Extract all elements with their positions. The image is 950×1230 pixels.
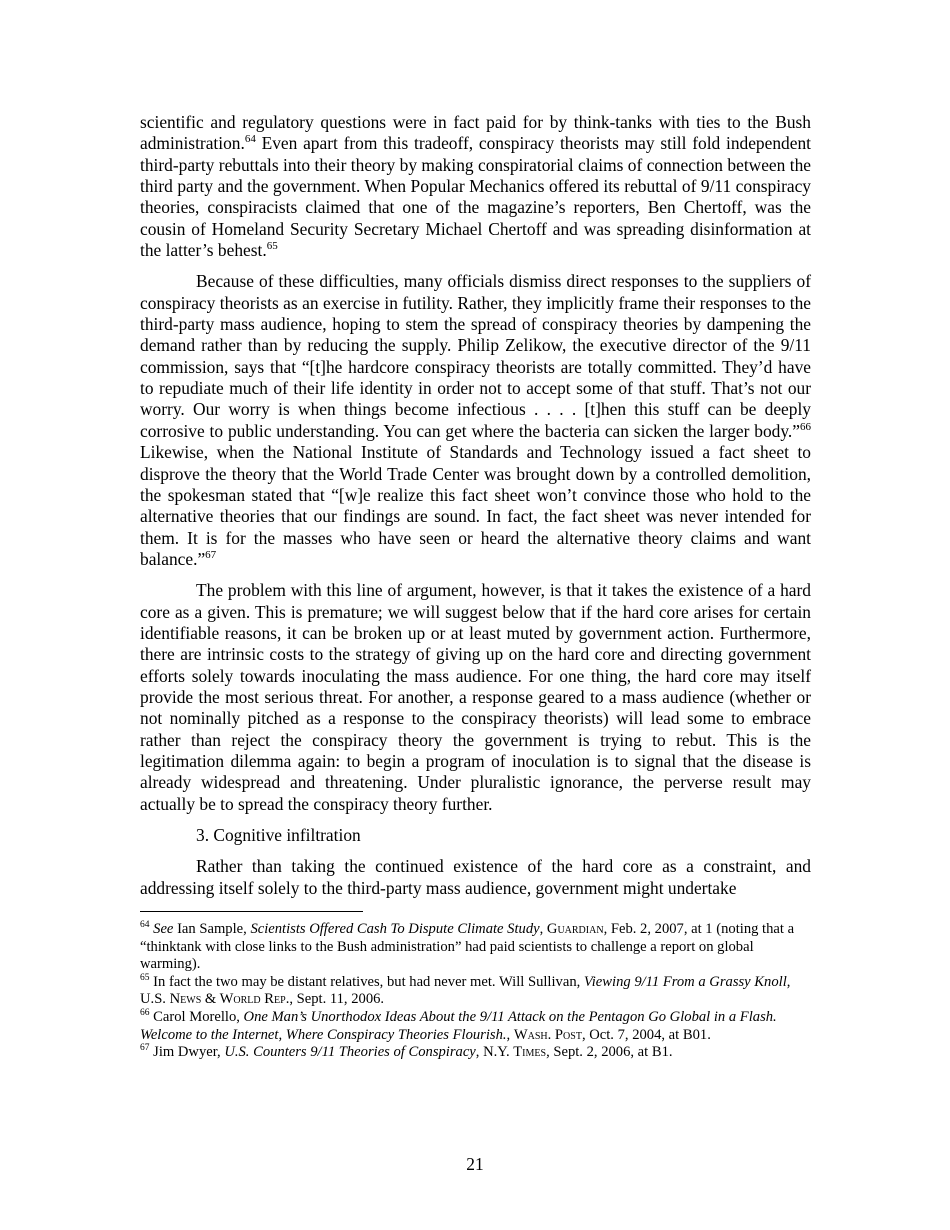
footnote-source: Times bbox=[513, 1044, 547, 1061]
footnote-number: 67 bbox=[140, 1043, 150, 1054]
footnote-number: 65 bbox=[140, 972, 150, 983]
footnote-divider bbox=[140, 911, 363, 912]
paragraph-3: The problem with this line of argument, however, is that it takes the existence of a hard core as a given. This is premature; we will suggest below that if the hard core arises for certain identifiable reasons, it can be broken up or at least muted by government action. Furthermore, there are intrinsic costs to the strategy of giving up on the hard core and directing government efforts solely towards inoculating the mass audience. For one thing, the hard core may itself provide the most serious threat. For another, a response geared to a mass audience (whether or not nominally pitched as a response to the conspiracy theorists) will lead some to embrace rather than reject the conspiracy theory the government is trying to rebut. This is the legitimation dilemma again: to begin a program of inoculation is to signal that the disease is already widespread and threatening. Under pluralistic ignorance, the perverse result may actually be to spread the conspiracy theory further. bbox=[140, 580, 811, 814]
footnote-title: Viewing 9/11 From a Grassy Knoll bbox=[583, 973, 787, 990]
footnote-text: , N.Y. bbox=[475, 1044, 514, 1061]
paragraph-4: Rather than taking the continued existence of the hard core as a constraint, and addressing itself solely to the third-party mass audience, government might undertake bbox=[140, 856, 811, 898]
footnote-66 bbox=[140, 1009, 811, 1044]
footnote-67 bbox=[140, 1044, 811, 1062]
page-number: 21 bbox=[466, 1154, 484, 1174]
footnote-text: Jim Dwyer, bbox=[149, 1044, 225, 1061]
footnote-title: One Man’s Unorthodox Ideas About the 9/11 Attack on the Pentagon Go Global in a Flash. Welcome to the Internet, Where Conspiracy Theories Flourish. bbox=[140, 1009, 777, 1043]
footnote-title: U.S. Counters 9/11 Theories of Conspiracy bbox=[224, 1044, 476, 1061]
footnote-signal: See bbox=[153, 921, 174, 938]
paragraph-1 bbox=[140, 112, 811, 261]
footnote-text: , bbox=[539, 921, 547, 938]
body-text bbox=[140, 112, 811, 899]
paragraph-1-text-b: Even apart from this tradeoff, conspiracy theorists may still fold independent third-party rebuttals into their theory by making conspiratorial claims of connection between the third party and the government. When Popular Mechanics offered its rebuttal of 9/11 conspiracy theories, conspiracists claimed that one of the magazine’s reporters, Ben Chertoff, was the cousin of Homeland Security Secretary Michael Chertoff and was spreading disinformation at the latter’s behest. bbox=[140, 133, 811, 261]
footnote-ref-66: 66 bbox=[800, 421, 811, 434]
paragraph-2-text-b: Likewise, when the National Institute of Standards and Technology issued a fact sheet to disprove the theory that the World Trade Center was brought down by a controlled demolition, the spokesman stated that “[w]e realize this fact sheet won’t convince those who hold to the alternative theories that our findings are sound. In fact, the fact sheet was never intended for them. It is for the masses who have seen or heard the alternative theory claims and want balance.” bbox=[140, 442, 811, 569]
footnote-65 bbox=[140, 974, 811, 1009]
footnote-text: , bbox=[506, 1026, 514, 1043]
footnote-text: Ian Sample, bbox=[173, 921, 251, 938]
footnote-text: , Sept. 11, 2006. bbox=[289, 991, 385, 1008]
page-content bbox=[140, 112, 811, 1062]
paragraph-2-text-a: Because of these difficulties, many officials dismiss direct responses to the suppliers of conspiracy theorists as an exercise in futility. Rather, they implicitly frame their responses to the third-party mass audience, hoping to stem the spread of conspiracy theories by dampening the demand rather than by reducing the supply. Philip Zelikow, the executive director of the 9/11 commission, says that “[t]he hardcore conspiracy theorists are totally committed. They’d have to repudiate much of their life identity in order not to accept some of that stuff. That’s not our worry. Our worry is when things become infectious . . . . [t]hen this stuff can be deeply corrosive to public understanding. You can get where the bacteria can sicken the larger body.” bbox=[140, 271, 811, 441]
footnote-ref-67: 67 bbox=[205, 549, 217, 562]
footnote-title: Scientists Offered Cash To Dispute Climate Study bbox=[250, 921, 540, 938]
footnote-text: Carol Morello, bbox=[149, 1009, 244, 1025]
footnotes bbox=[140, 921, 811, 1062]
footnote-source: Guardian bbox=[546, 921, 604, 938]
footnote-ref-65: 65 bbox=[266, 240, 278, 253]
footnote-number: 64 bbox=[140, 920, 150, 931]
section-heading: 3. Cognitive infiltration bbox=[196, 825, 361, 845]
footnote-64 bbox=[140, 921, 811, 974]
footnote-number: 66 bbox=[140, 1008, 150, 1019]
footnote-text: , Oct. 7, 2004, at B01. bbox=[581, 1026, 711, 1043]
paragraph-2 bbox=[140, 271, 811, 570]
footnote-text: , Sept. 2, 2006, at B1. bbox=[546, 1044, 673, 1061]
paragraph-1-text-a: scientific and regulatory questions were in fact paid for by think-tanks with ties to the Bush administration. bbox=[140, 112, 811, 154]
footnote-text: In fact the two may be distant relatives, but had never met. Will Sullivan, bbox=[149, 973, 584, 990]
footnote-text: , Feb. 2, 2007, at 1 (noting that a “thinktank with close links to the Bush administration” had paid scientists to challenge a report on global warming). bbox=[140, 921, 795, 973]
footnote-source: News & World Rep. bbox=[169, 991, 290, 1008]
footnote-source: Wash. Post bbox=[513, 1026, 582, 1043]
footnote-ref-64: 64 bbox=[244, 133, 256, 146]
footnote-text: , U.S. bbox=[140, 973, 791, 1008]
